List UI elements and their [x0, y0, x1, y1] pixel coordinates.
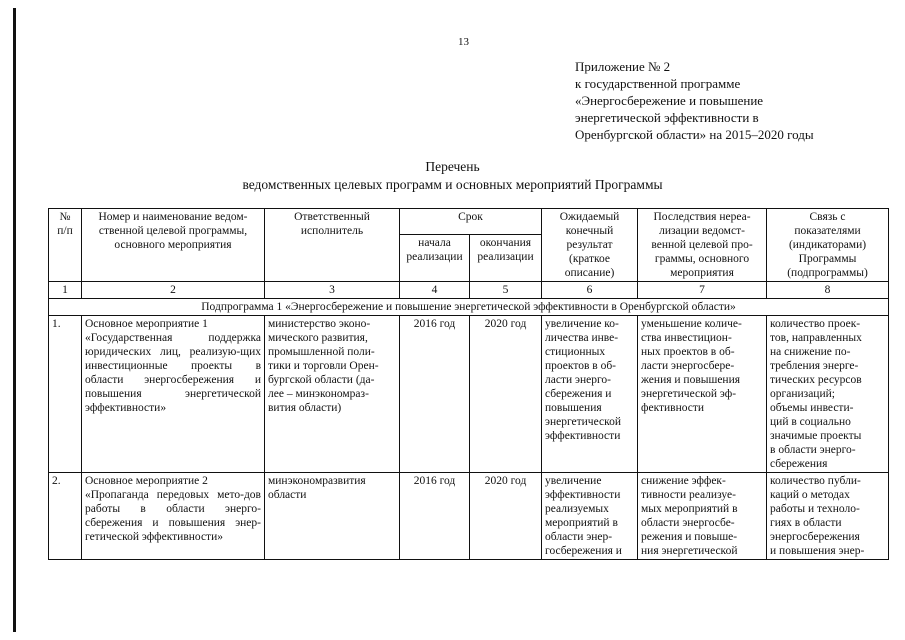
column-number: 3	[265, 282, 400, 299]
row-num: 1.	[49, 316, 82, 473]
row-result: увеличение ко- личества инве- стиционных проектов в об- ласти энерго- сбережения и повышения энергетической эффективности	[542, 316, 638, 473]
header-term: Срок	[400, 209, 542, 235]
title-line-2: ведомственных целевых программ и основных мероприятий Программы	[242, 177, 663, 192]
row-result: увеличение эффективности реализуемых мероприятий в области энер- госбережения и	[542, 473, 638, 560]
row-end: 2020 год	[470, 316, 542, 473]
column-number: 4	[400, 282, 470, 299]
row-link: количество проек- тов, направленных на снижение по- требления энерге- тических ресурсов организаций; объемы инвести- ций в социально значимые проекты в области энерго- сбережения	[767, 316, 889, 473]
row-num: 2.	[49, 473, 82, 560]
subprogram-row	[49, 299, 889, 316]
appendix-line: «Энергосбережение и повышение	[575, 93, 764, 108]
header-end: окончания реализации	[470, 234, 542, 281]
header-consequences: Последствия нереа- лизации ведомст- венной целевой про- граммы, основного мероприятия	[638, 209, 767, 282]
header-start: начала реализации	[400, 234, 470, 281]
document-title	[0, 158, 905, 194]
row-start: 2016 год	[400, 473, 470, 560]
row-name: Основное мероприятие 1 «Государственная поддержка юридических лиц, реализую-щих инвестиционные проекты в области энергосбережения и повышения энергетической эффективности»	[82, 316, 265, 473]
row-end: 2020 год	[470, 473, 542, 560]
column-number: 5	[470, 282, 542, 299]
binder-line	[13, 8, 16, 632]
column-number: 8	[767, 282, 889, 299]
appendix-line: энергетической эффективности в	[575, 110, 759, 125]
header-result: Ожидаемый конечный результат (краткое описание)	[542, 209, 638, 282]
appendix-line: Приложение № 2	[575, 59, 671, 74]
header-executor: Ответственный исполнитель	[265, 209, 400, 282]
header-link: Связь с показателями (индикаторами) Программы (подпрограммы)	[767, 209, 889, 282]
appendix-line: к государственной программе	[575, 76, 741, 91]
column-number: 6	[542, 282, 638, 299]
row-executor: минэкономразвития области	[265, 473, 400, 560]
table-row	[49, 316, 889, 473]
row-link: количество публи- каций о методах работы и техноло- гиях в области энергосбережения и повышения энер-	[767, 473, 889, 560]
row-consequences: уменьшение количе- ства инвестицион- ных проектов в об- ласти энергосбере- жения и повышения энергетической эф- фективности	[638, 316, 767, 473]
row-name: Основное мероприятие 2 «Пропаганда передовых мето-дов работы в области энерго-сбережения и повышения энер-гетической эффективности»	[82, 473, 265, 560]
title-line-1: Перечень	[425, 159, 480, 174]
row-start: 2016 год	[400, 316, 470, 473]
appendix-line: Оренбургской области» на 2015–2020 годы	[575, 127, 814, 142]
column-number: 7	[638, 282, 767, 299]
appendix-header	[575, 58, 814, 143]
page-number: 13	[458, 36, 469, 48]
row-executor: министерство эконо- мического развития, промышленной поли- тики и торговли Орен- бургской области (да- лее – минэкономраз- вития области)	[265, 316, 400, 473]
header-row	[49, 209, 889, 235]
column-number: 2	[82, 282, 265, 299]
column-number-row	[49, 282, 889, 299]
header-name: Номер и наименование ведом- ственной целевой программы, основного мероприятия	[82, 209, 265, 282]
header-num: № п/п	[49, 209, 82, 282]
column-number: 1	[49, 282, 82, 299]
table-row	[49, 473, 889, 560]
subprogram-title: Подпрограмма 1 «Энергосбережение и повышение энергетической эффективности в Оренбургской области»	[49, 299, 889, 316]
programs-table	[48, 208, 889, 560]
row-consequences: снижение эффек- тивности реализуе- мых мероприятий в области энергосбе- режения и повыше- ния энергетической	[638, 473, 767, 560]
